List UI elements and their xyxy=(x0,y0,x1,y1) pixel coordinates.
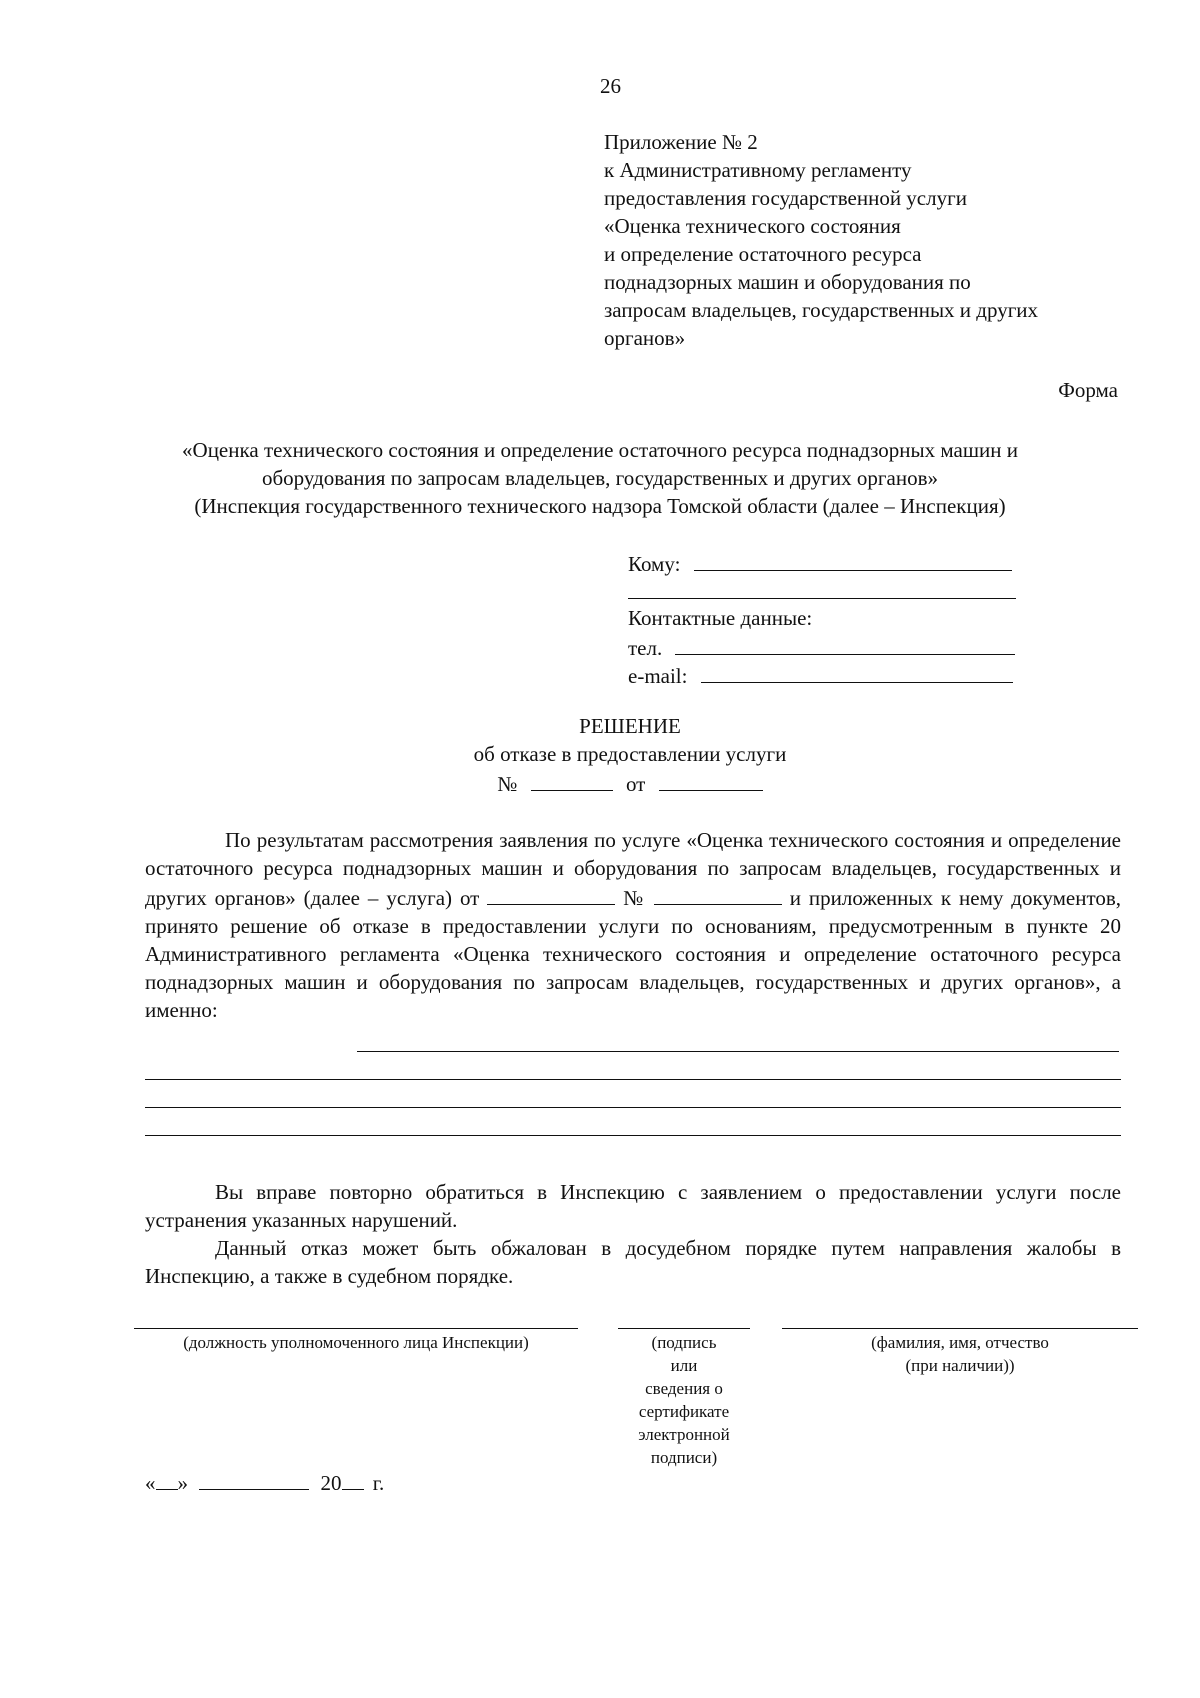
paragraph-appeal: Данный отказ может быть обжалован в досудебном порядке путем направления жалобы в Инспекцию, а также в судебном порядке. xyxy=(145,1236,1121,1288)
position-caption: (должность уполномоченного лица Инспекции) xyxy=(183,1333,529,1352)
form-title-line: оборудования по запросам владельцев, государственных и других органов» xyxy=(262,466,938,490)
to-field[interactable] xyxy=(694,548,1012,571)
signature-caption-line: электронной xyxy=(638,1425,730,1444)
signature-caption-line: сведения о xyxy=(645,1379,723,1398)
reason-line[interactable] xyxy=(145,1107,1121,1108)
reason-line[interactable] xyxy=(145,1135,1121,1136)
month-field[interactable] xyxy=(199,1467,309,1490)
reason-line[interactable] xyxy=(357,1051,1119,1052)
annex-line: «Оценка технического состояния xyxy=(604,214,901,238)
year-suffix: г. xyxy=(372,1471,385,1495)
annex-line: запросам владельцев, государственных и других xyxy=(604,298,1039,322)
to-field-continued[interactable] xyxy=(628,576,1016,599)
signature-line[interactable] xyxy=(618,1328,750,1329)
number-sign: № xyxy=(623,886,646,910)
annex-line: к Административному регламенту xyxy=(604,158,912,182)
addressee-block xyxy=(628,548,1028,688)
annex-line: поднадзорных машин и оборудования по xyxy=(604,270,971,294)
decision-heading xyxy=(300,712,960,798)
form-title-line: «Оценка технического состояния и определение остаточного ресурса поднадзорных машин и xyxy=(182,438,1018,462)
paragraph-text: По результатам рассмотрения заявления по услуге «Оценка технического состояния и определение остаточного ресурса поднадзорных машин и оборудования по запросам владельцев, государственных и других органов» (далее – услуга) от xyxy=(145,828,1121,910)
signing-date xyxy=(145,1467,384,1496)
form-title xyxy=(90,436,1110,520)
decision-number-field[interactable] xyxy=(531,768,613,791)
year-prefix: 20 xyxy=(320,1471,342,1495)
full-name-caption xyxy=(782,1331,1138,1377)
paragraph-grounds xyxy=(145,826,1121,1024)
reason-line[interactable] xyxy=(145,1079,1121,1080)
decision-subtitle: об отказе в предоставлении услуги xyxy=(473,742,787,766)
day-field[interactable] xyxy=(156,1467,178,1490)
annex-line: Приложение № 2 xyxy=(604,130,758,154)
date-close-quote: » xyxy=(177,1471,188,1495)
application-number-field[interactable] xyxy=(654,882,782,905)
date-open-quote: « xyxy=(145,1471,156,1495)
annex-line: и определение остаточного ресурса xyxy=(604,242,922,266)
contacts-label: Контактные данные: xyxy=(628,606,813,630)
signature-caption-line: или xyxy=(670,1356,698,1375)
form-title-line: (Инспекция государственного технического надзора Томской области (далее – Инспекция) xyxy=(194,494,1006,518)
application-date-field[interactable] xyxy=(487,882,615,905)
decision-title: РЕШЕНИЕ xyxy=(579,714,681,738)
email-label: e-mail: xyxy=(628,664,688,688)
signature-caption xyxy=(618,1331,750,1469)
email-field[interactable] xyxy=(701,660,1013,683)
decision-date-field[interactable] xyxy=(659,768,763,791)
phone-field[interactable] xyxy=(675,632,1015,655)
decision-body-notes xyxy=(145,1178,1121,1290)
to-label: Кому: xyxy=(628,552,681,576)
signature-caption-line: сертификате xyxy=(638,1402,730,1421)
position-line[interactable] xyxy=(134,1328,578,1329)
year-field[interactable] xyxy=(342,1467,364,1490)
page-number: 26 xyxy=(600,74,621,98)
number-sign: № xyxy=(497,772,518,796)
signature-caption-line: (подпись xyxy=(651,1333,717,1352)
phone-label: тел. xyxy=(628,636,663,660)
full-name-caption-line: (фамилия, имя, отчество xyxy=(871,1333,1049,1352)
annex-line: органов» xyxy=(604,326,686,350)
from-label: от xyxy=(625,772,646,796)
paragraph-reapply: Вы вправе повторно обратиться в Инспекцию с заявлением о предоставлении услуги после устранения указанных нарушений. xyxy=(145,1180,1121,1232)
full-name-line[interactable] xyxy=(782,1328,1138,1329)
full-name-caption-line: (при наличии)) xyxy=(905,1356,1015,1375)
annex-header xyxy=(604,128,1124,352)
decision-number-row xyxy=(300,768,960,798)
paragraph-text: и приложенных к нему документов, принято решение об отказе в предоставлении услуги по основаниям, предусмотренным в пункте 20 Административного регламента «Оценка технического состояния и определение остаточного ресурса поднадзорных машин и оборудования по запросам владельцев, государственных и других органов», а именно: xyxy=(145,886,1122,1022)
signature-caption-line: подписи) xyxy=(650,1448,718,1467)
decision-body xyxy=(145,826,1121,1024)
form-label: Форма xyxy=(1058,378,1118,402)
annex-line: предоставления государственной услуги xyxy=(604,186,967,210)
